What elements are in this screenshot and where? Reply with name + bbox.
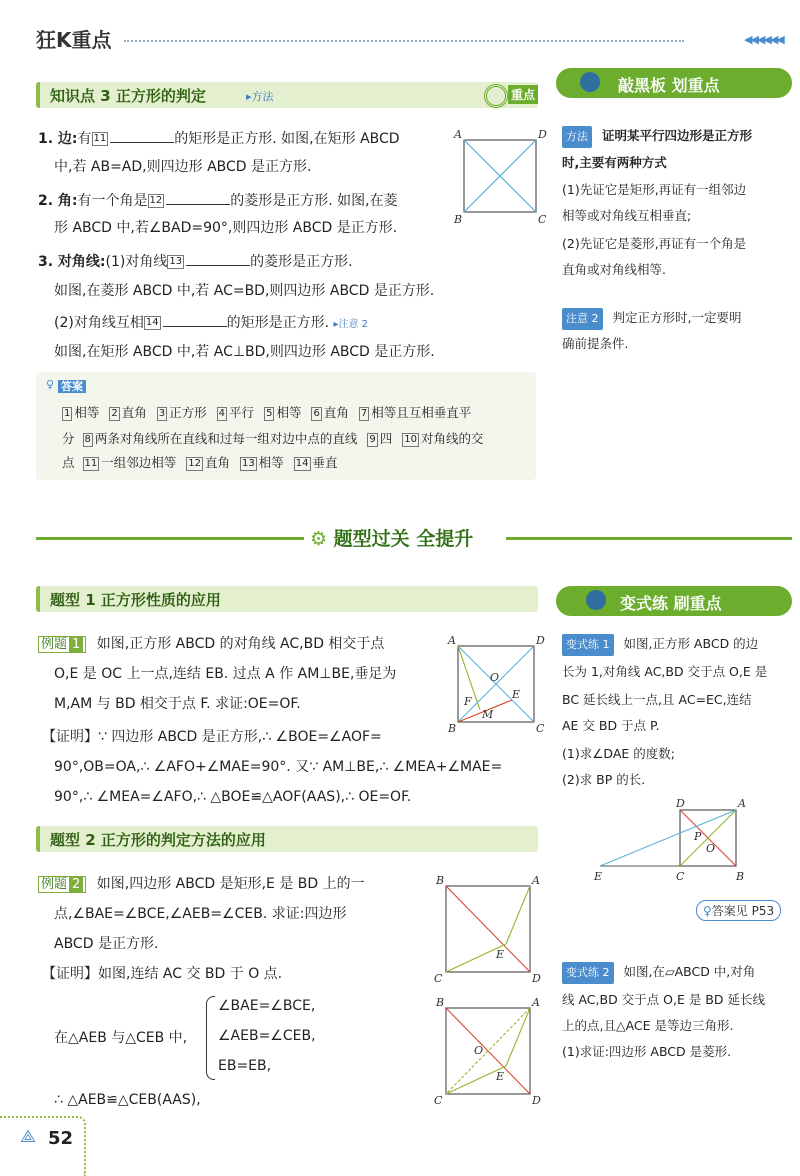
answer-text: 相等 — [276, 405, 302, 420]
answer-text: 相等 — [258, 455, 284, 470]
label-P: P — [694, 830, 702, 843]
side1-line-6: 直角或对角线相等. — [562, 262, 666, 277]
v2-line-3: 上的点,且△ACE 是等边三角形. — [562, 1018, 734, 1033]
side1-line-5: (2)先证它是菱形,再证有一个角是 — [562, 236, 747, 251]
answer-line-2 — [62, 430, 494, 448]
blank-11[interactable] — [110, 128, 174, 143]
answer-number: 3 — [158, 407, 166, 419]
answer-number: 2 — [111, 407, 118, 419]
label-E: E — [496, 948, 505, 961]
label-D: D — [676, 797, 685, 810]
v1-line-3: BC 延长线上一点,且 AC=EC,连结 — [562, 692, 752, 707]
v2-line-4: (1)求证:四边形 ABCD 是菱形. — [562, 1044, 732, 1059]
answer-text: 两条对角线所在直线和过每一组对边中点的直线 — [94, 431, 358, 446]
divider-rule-right — [506, 537, 792, 540]
label-A: A — [454, 128, 462, 141]
answer-text: 正方形 — [169, 405, 207, 420]
example2-figure-1 — [432, 872, 542, 984]
answer-number: 1 — [64, 407, 71, 419]
answer-number: 13 — [242, 457, 255, 469]
answer-item-13 — [240, 455, 284, 470]
type1-line-3: M,AM 与 BD 相交于点 F. 求证:OE=OF. — [54, 696, 301, 712]
v2-line-1: 变式练 2 如图,在▱ABCD 中,对角 — [562, 962, 755, 984]
header-logo — [36, 24, 112, 53]
v2-line-2: 线 AC,BD 交于点 O,E 是 BD 延长线 — [562, 992, 765, 1007]
answer-number: 12 — [188, 457, 201, 469]
type2-line-3: ABCD 是正方形. — [54, 936, 159, 952]
brace — [206, 996, 215, 1080]
label-M: M — [482, 708, 494, 721]
label-B: B — [448, 722, 457, 734]
type1-line-1: 例题 1 如图,正方形 ABCD 的对角线 AC,BD 相交于点 — [38, 634, 384, 655]
blank-12[interactable] — [166, 190, 230, 205]
label-C: C — [536, 722, 545, 734]
note-tag: 注意 2 — [562, 308, 603, 330]
answer-item-8 — [83, 431, 358, 446]
kp3-line-6: 如图,在菱形 ABCD 中,若 AC=BD,则四边形 ABCD 是正方形. — [54, 283, 435, 299]
answer-prefix: 点 — [62, 455, 75, 470]
side1-line-4: 相等或对角线互相垂直; — [562, 208, 692, 223]
type2-line-5: 在△AEB 与△CEB 中, — [54, 1030, 188, 1046]
label-B: B — [454, 213, 463, 226]
type1-line-2: O,E 是 OC 上一点,连结 EB. 过点 A 作 AM⊥BE,垂足为 — [54, 666, 397, 682]
label-E: E — [512, 688, 521, 701]
kp3-title-bar — [36, 82, 538, 108]
answer-text: 垂直 — [312, 455, 338, 470]
label-C: C — [538, 213, 547, 226]
label-O: O — [474, 1044, 484, 1057]
kp3-line-1: 1. 边:有 11 的矩形是正方形. 如图,在矩形 ABCD — [38, 128, 400, 149]
label-A: A — [738, 797, 746, 810]
answer-item-2 — [109, 405, 146, 420]
variant1-tag: 变式练 1 — [562, 634, 614, 656]
label-E: E — [594, 870, 603, 883]
side1-title: 敲黑板 划重点 — [618, 76, 720, 95]
answer-item-14 — [294, 455, 338, 470]
type1-line-4: 【证明】∵ 四边形 ABCD 是正方形,∴ ∠BOE=∠AOF= — [42, 729, 382, 745]
label-A: A — [532, 874, 540, 887]
label-D: D — [532, 1094, 541, 1106]
teacher-icon — [580, 72, 600, 92]
bulb-icon: ♀ — [703, 904, 712, 918]
answer-label: ♀ 答案 — [46, 378, 86, 394]
type1-title-bar — [36, 586, 538, 612]
v1-line-4: AE 交 BD 于点 P. — [562, 718, 660, 733]
label-E: E — [496, 1070, 505, 1083]
label-B: B — [736, 870, 745, 883]
header-arrows-icon: ◀◀◀◀◀◀ — [744, 33, 783, 46]
side1-line-1: 方法 证明某平行四边形是正方形 — [562, 126, 752, 148]
student-icon — [586, 590, 606, 610]
blank-14[interactable] — [163, 312, 227, 327]
label-C: C — [434, 972, 443, 984]
example2-tag: 例题 2 — [38, 876, 86, 893]
side1-header — [556, 68, 792, 98]
answer-text: 一组邻边相等 — [101, 455, 177, 470]
answer-ref-badge[interactable]: ♀答案见 P53 — [696, 900, 781, 921]
answer-number: 8 — [84, 433, 91, 445]
kp3-line-5: 3. 对角线:(1)对角线 13 的菱形是正方形. — [38, 251, 353, 272]
answer-item-5 — [264, 405, 301, 420]
answer-number: 11 — [84, 457, 98, 469]
v1-line-2: 长为 1,对角线 AC,BD 交于点 O,E 是 — [562, 664, 768, 679]
header-dotted-rule — [124, 40, 684, 42]
compass-icon: ⟁ — [20, 1126, 37, 1147]
answer-text: 直角 — [323, 405, 349, 420]
logo-text: 狂K重点 — [36, 28, 112, 52]
kp3-line-8: 如图,在矩形 ABCD 中,若 AC⊥BD,则四边形 ABCD 是正方形. — [54, 344, 435, 360]
answer-number: 7 — [360, 407, 368, 419]
v1-line-1: 变式练 1 如图,正方形 ABCD 的边 — [562, 634, 758, 656]
label-D: D — [532, 972, 541, 984]
brace-line-1: ∠BAE=∠BCE, — [218, 998, 316, 1014]
type1-line-6: 90°,∴ ∠MEA=∠AFO,∴ △BOE≌△AOF(AAS),∴ OE=OF. — [54, 789, 412, 805]
variant2-tag: 变式练 2 — [562, 962, 614, 984]
answer-item-4 — [217, 405, 254, 420]
answer-number: 14 — [295, 457, 309, 469]
answer-number: 5 — [266, 407, 273, 419]
type2-title-bar — [36, 826, 538, 852]
footer-dotted-border — [0, 1116, 86, 1176]
answer-text: 相等且互相垂直平 — [371, 405, 472, 420]
label-C: C — [676, 870, 685, 883]
gear-icon: ⚙ — [310, 528, 328, 550]
label-D: D — [536, 634, 545, 647]
answer-text: 平行 — [229, 405, 255, 420]
answer-number: 9 — [369, 433, 376, 445]
kp3-method-link[interactable]: ▸方法 — [246, 90, 274, 103]
page-number: 52 — [48, 1128, 74, 1149]
example1-tag: 例题 1 — [38, 636, 86, 653]
label-F: F — [464, 695, 472, 708]
label-A: A — [532, 996, 540, 1009]
divider-rule-left — [36, 537, 304, 540]
variant1-figure — [590, 796, 760, 886]
answer-item-7 — [359, 405, 471, 420]
answer-number: 4 — [218, 407, 226, 419]
v1-line-6: (2)求 BP 的长. — [562, 772, 646, 787]
label-O: O — [706, 842, 716, 855]
blank-13[interactable] — [186, 251, 250, 266]
type2-title: 题型 2 正方形的判定方法的应用 — [50, 831, 266, 849]
kp3-line-3: 2. 角:有一个角是 12 的菱形是正方形. 如图,在菱 — [38, 190, 398, 211]
type1-title: 题型 1 正方形性质的应用 — [50, 591, 221, 609]
answer-item-6 — [311, 405, 348, 420]
target-icon — [484, 84, 508, 108]
answer-line-3 — [62, 454, 348, 472]
type1-line-5: 90°,OB=OA,∴ ∠AFO+∠MAE=90°. 又∵ AM⊥BE,∴ ∠MEA+∠MAE= — [54, 759, 503, 775]
answer-number: 6 — [313, 407, 320, 419]
side2-header — [556, 586, 792, 616]
side1-line-8: 确前提条件. — [562, 336, 629, 351]
side1-line-7: 注意 2 判定正方形时,一定要明 — [562, 308, 741, 330]
kp3-note-link[interactable]: ▸注意 2 — [333, 319, 369, 330]
type2-line-4: 【证明】如图,连结 AC 交 BD 于 O 点. — [42, 966, 283, 982]
kp3-badge: 重点 — [508, 85, 538, 104]
answer-text: 四 — [379, 431, 393, 446]
divider-title: ⚙ 题型过关 全提升 — [310, 528, 474, 550]
type2-line-6: ∴ △AEB≌△CEB(AAS), — [54, 1092, 201, 1108]
method-tag: 方法 — [562, 126, 592, 148]
answer-panel — [36, 372, 536, 480]
answer-text: 对角线的交 — [421, 431, 484, 446]
side1-line-3: (1)先证它是矩形,再证有一组邻边 — [562, 182, 747, 197]
label-O: O — [490, 671, 500, 684]
side2-title: 变式练 刷重点 — [620, 594, 722, 613]
type2-line-1: 例题 2 如图,四边形 ABCD 是矩形,E 是 BD 上的一 — [38, 874, 365, 895]
answer-line-1 — [62, 404, 481, 422]
brace-line-3: EB=EB, — [218, 1058, 272, 1074]
answer-item-1 — [62, 405, 99, 420]
answer-text: 直角 — [121, 405, 147, 420]
kp3-line-7: (2)对角线互相 14 的矩形是正方形. ▸注意 2 — [54, 312, 368, 335]
label-C: C — [434, 1094, 443, 1106]
answer-number: 10 — [404, 433, 418, 445]
answer-text: 直角 — [205, 455, 231, 470]
answer-item-3 — [157, 405, 207, 420]
side1-line-2: 时,主要有两种方式 — [562, 155, 667, 170]
answer-prefix: 分 — [62, 431, 75, 446]
brace-line-2: ∠AEB=∠CEB, — [218, 1028, 316, 1044]
answer-item-11 — [83, 455, 177, 470]
label-D: D — [538, 128, 547, 141]
label-A: A — [448, 634, 456, 647]
answer-text: 相等 — [74, 405, 100, 420]
kp3-line-4: 形 ABCD 中,若∠BAD=90°,则四边形 ABCD 是正方形. — [54, 220, 398, 236]
label-B: B — [436, 996, 445, 1009]
kp3-title: 知识点 3 正方形的判定 — [50, 87, 206, 105]
type2-line-2: 点,∠BAE=∠BCE,∠AEB=∠CEB. 求证:四边形 — [54, 906, 347, 922]
kp3-line-2: 中,若 AB=AD,则四边形 ABCD 是正方形. — [54, 159, 312, 175]
kp3-square-figure — [450, 126, 550, 226]
bulb-icon: ♀ — [46, 378, 55, 391]
answer-item-10 — [402, 431, 483, 446]
label-B: B — [436, 874, 445, 887]
example1-figure — [446, 634, 546, 734]
answer-item-9 — [367, 431, 392, 446]
v1-line-5: (1)求∠DAE 的度数; — [562, 746, 675, 761]
example2-figure-2 — [432, 994, 542, 1106]
answer-item-12 — [186, 455, 230, 470]
